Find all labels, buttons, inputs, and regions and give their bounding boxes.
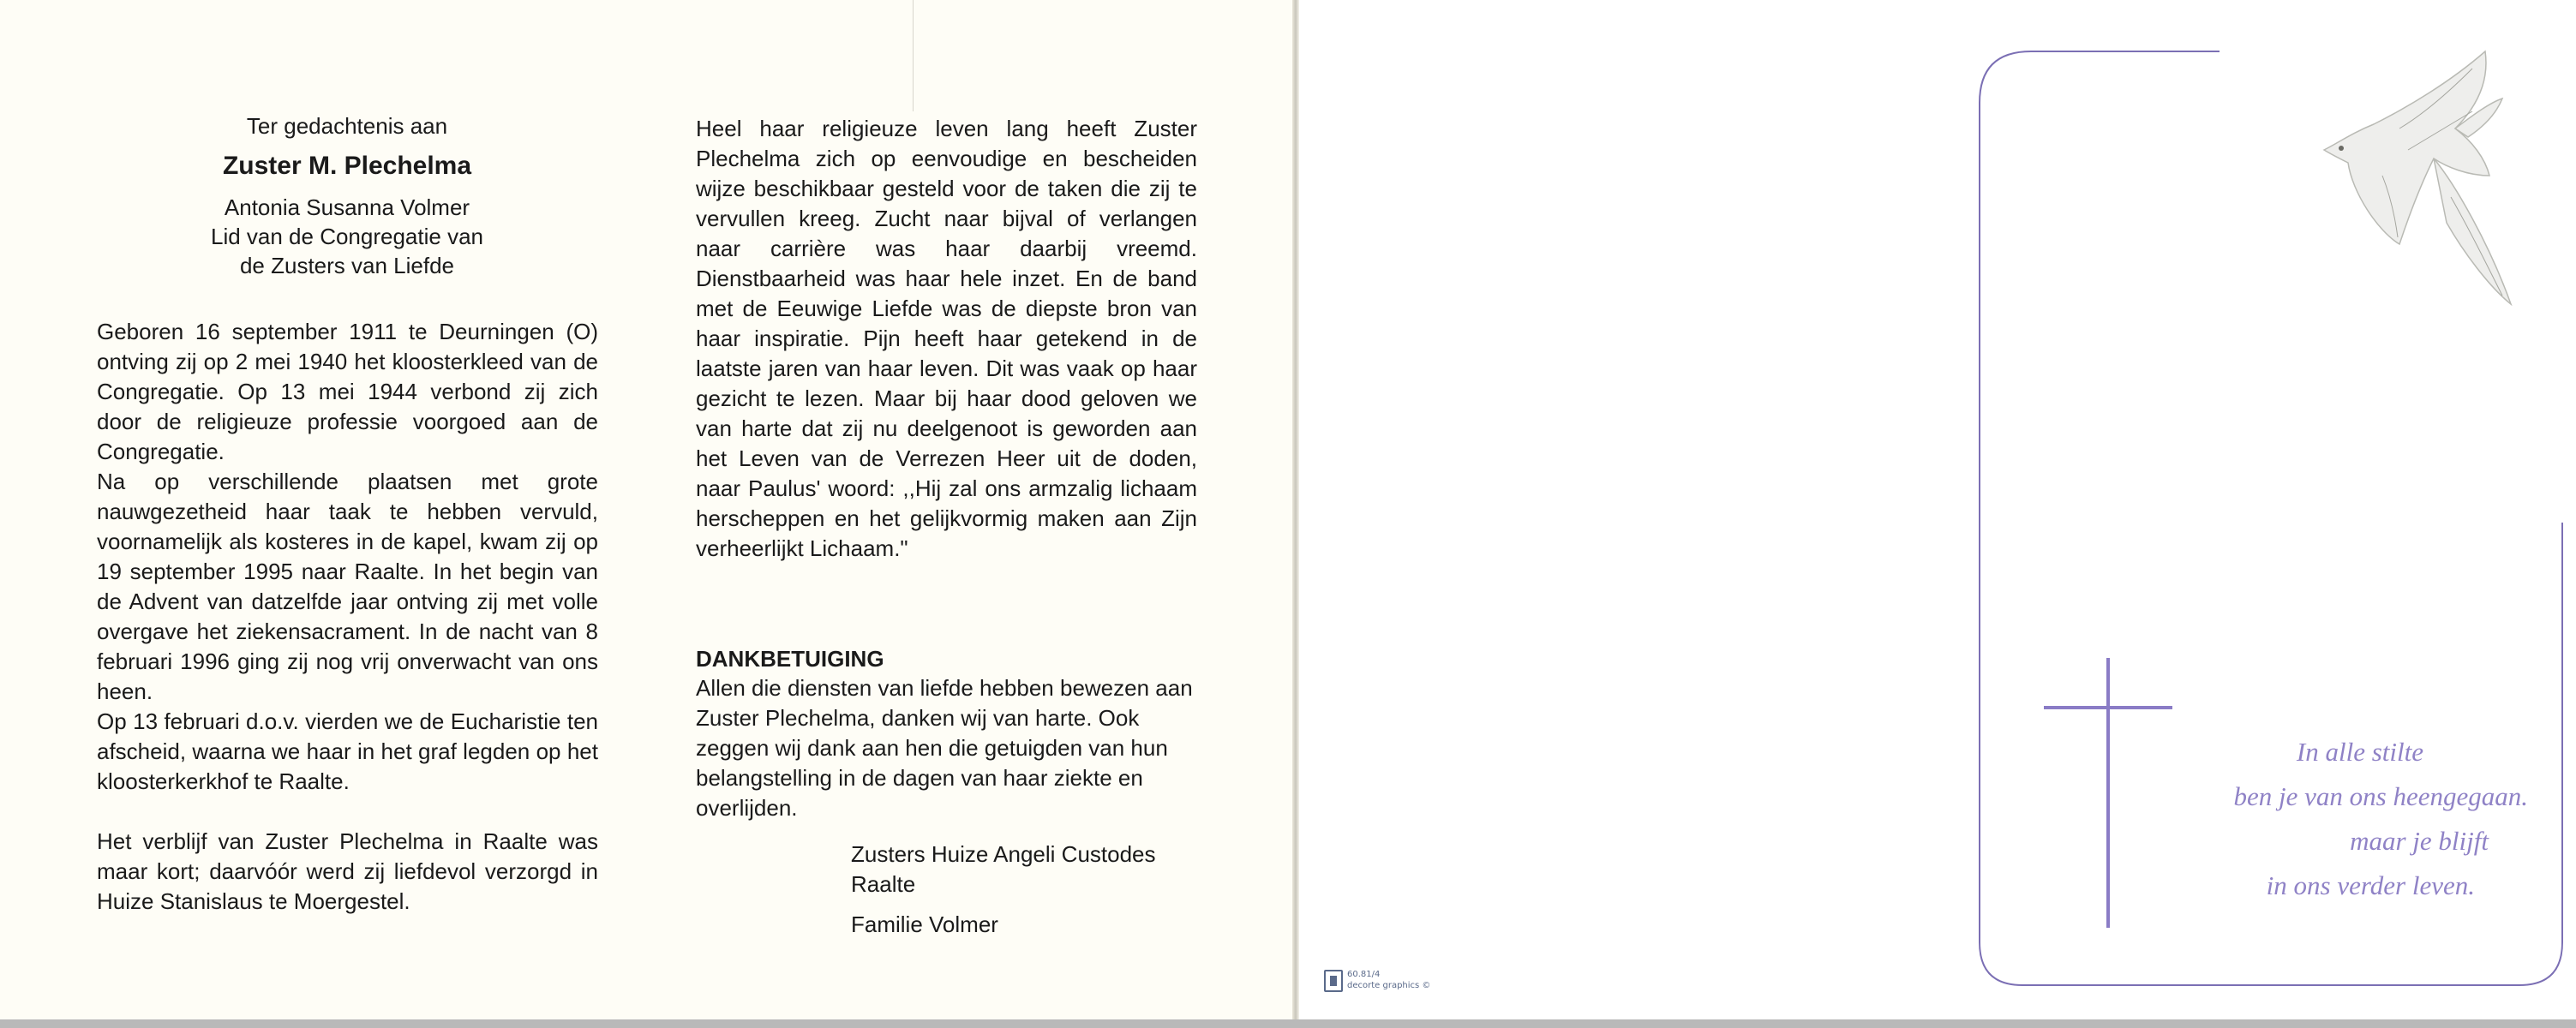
memorial-heading [94, 113, 600, 280]
signature-line: Raalte [851, 871, 916, 897]
in-memoriam-text: Ter gedachtenis aan [246, 113, 448, 139]
acknowledgement-section [696, 644, 1197, 823]
signature-line: Zusters Huize Angeli Custodes [851, 841, 1156, 867]
biography-paragraph: Het verblijf van Zuster Plechelma in Raalte was maar kort; daarvóór werd zij liefdevol verzorgd in Huize Stanislaus te Moergestel. [97, 828, 598, 914]
congregation-line-2: de Zusters van Liefde [239, 253, 455, 278]
biography-paragraph: Geboren 16 september 1911 te Deurningen (O) ontving zij op 2 mei 1940 het kloosterkleed van de Congregatie. Op 13 mei 1944 verbond zij zich door de religieuze professie voorgoed aan de Congregatie. [97, 319, 598, 464]
dove-illustration [2271, 47, 2528, 373]
poem-line: ben je van ons heengegaan. [2233, 781, 2528, 811]
biography-paragraph: Na op verschillende plaatsen met grote nauwgezetheid haar taak te hebben vervuld, voornamelijk als kosteres in de kapel, kwam zij op 19 september 1995 naar Raalte. In het begin van de Advent van datzelfde jaar ontving zij met volle overgave het ziekensacrament. In de nacht van 8 februari 1996 ging zij nog vrij onverwacht van ons heen. [97, 469, 598, 704]
biography-text [97, 317, 598, 917]
poem-line: in ons verder leven. [2266, 870, 2475, 900]
birth-name: Antonia Susanna Volmer [224, 194, 470, 220]
poem-line: In alle stilte [2296, 737, 2423, 767]
printer-name: decorte graphics © [1347, 981, 1431, 990]
poem-line: maar je blijft [2350, 826, 2489, 856]
deceased-name: Zuster M. Plechelma [222, 152, 472, 180]
signatures [851, 840, 1254, 940]
biography-paragraph: Op 13 februari d.o.v. vierden we de Eucharistie ten afscheid, waarna we haar in het graf legden op het kloosterkerkhof te Raalte. [97, 708, 598, 794]
reflection-text [696, 114, 1197, 564]
memorial-poem [2160, 730, 2528, 908]
printer-mark [1324, 970, 1453, 995]
scan-edge [0, 1019, 2576, 1028]
printer-logo-icon [1324, 970, 1343, 992]
signature-family: Familie Volmer [851, 911, 998, 937]
crease-line [913, 0, 914, 111]
acknowledgement-heading: DANKBETUIGING [696, 646, 884, 672]
congregation-line-1: Lid van de Congregatie van [210, 224, 483, 249]
printer-code: 60.81/4 [1347, 970, 1381, 979]
reflection-paragraph: Heel haar religieuze leven lang heeft Zuster Plechelma zich op eenvoudige en bescheiden wijze beschikbaar gesteld voor de taken die zij te vervullen kreeg. Zucht naar bijval of verlangen naar carrière was haar daarbij vreemd. Dienstbaarheid was haar hele inzet. En de band met de Eeuwige Liefde was de diepste bron van haar inspiratie. Pijn heeft haar getekend in de laatste jaren van haar leven. Dit was vaak op haar gezicht te lezen. Maar bij haar dood geloven we van harte dat zij nu deelgenoot is geworden aan het Leven van de Verrezen Heer uit de doden, naar Paulus' woord: ,,Hij zal ons armzalig lichaam herscheppen en het gelijkvormig maken aan Zijn verheerlijkt Lichaam." [696, 116, 1197, 561]
inner-right-page [1299, 0, 1968, 1019]
card-fold [1292, 0, 1299, 1019]
acknowledgement-text: Allen die diensten van liefde hebben bewezen aan Zuster Plechelma, danken wij van harte. Ook zeggen wij dank aan hen die getuigden van hun belangstelling in de dagen van haar ziekte en overlijden. [696, 675, 1193, 821]
cross-icon [2040, 658, 2177, 932]
